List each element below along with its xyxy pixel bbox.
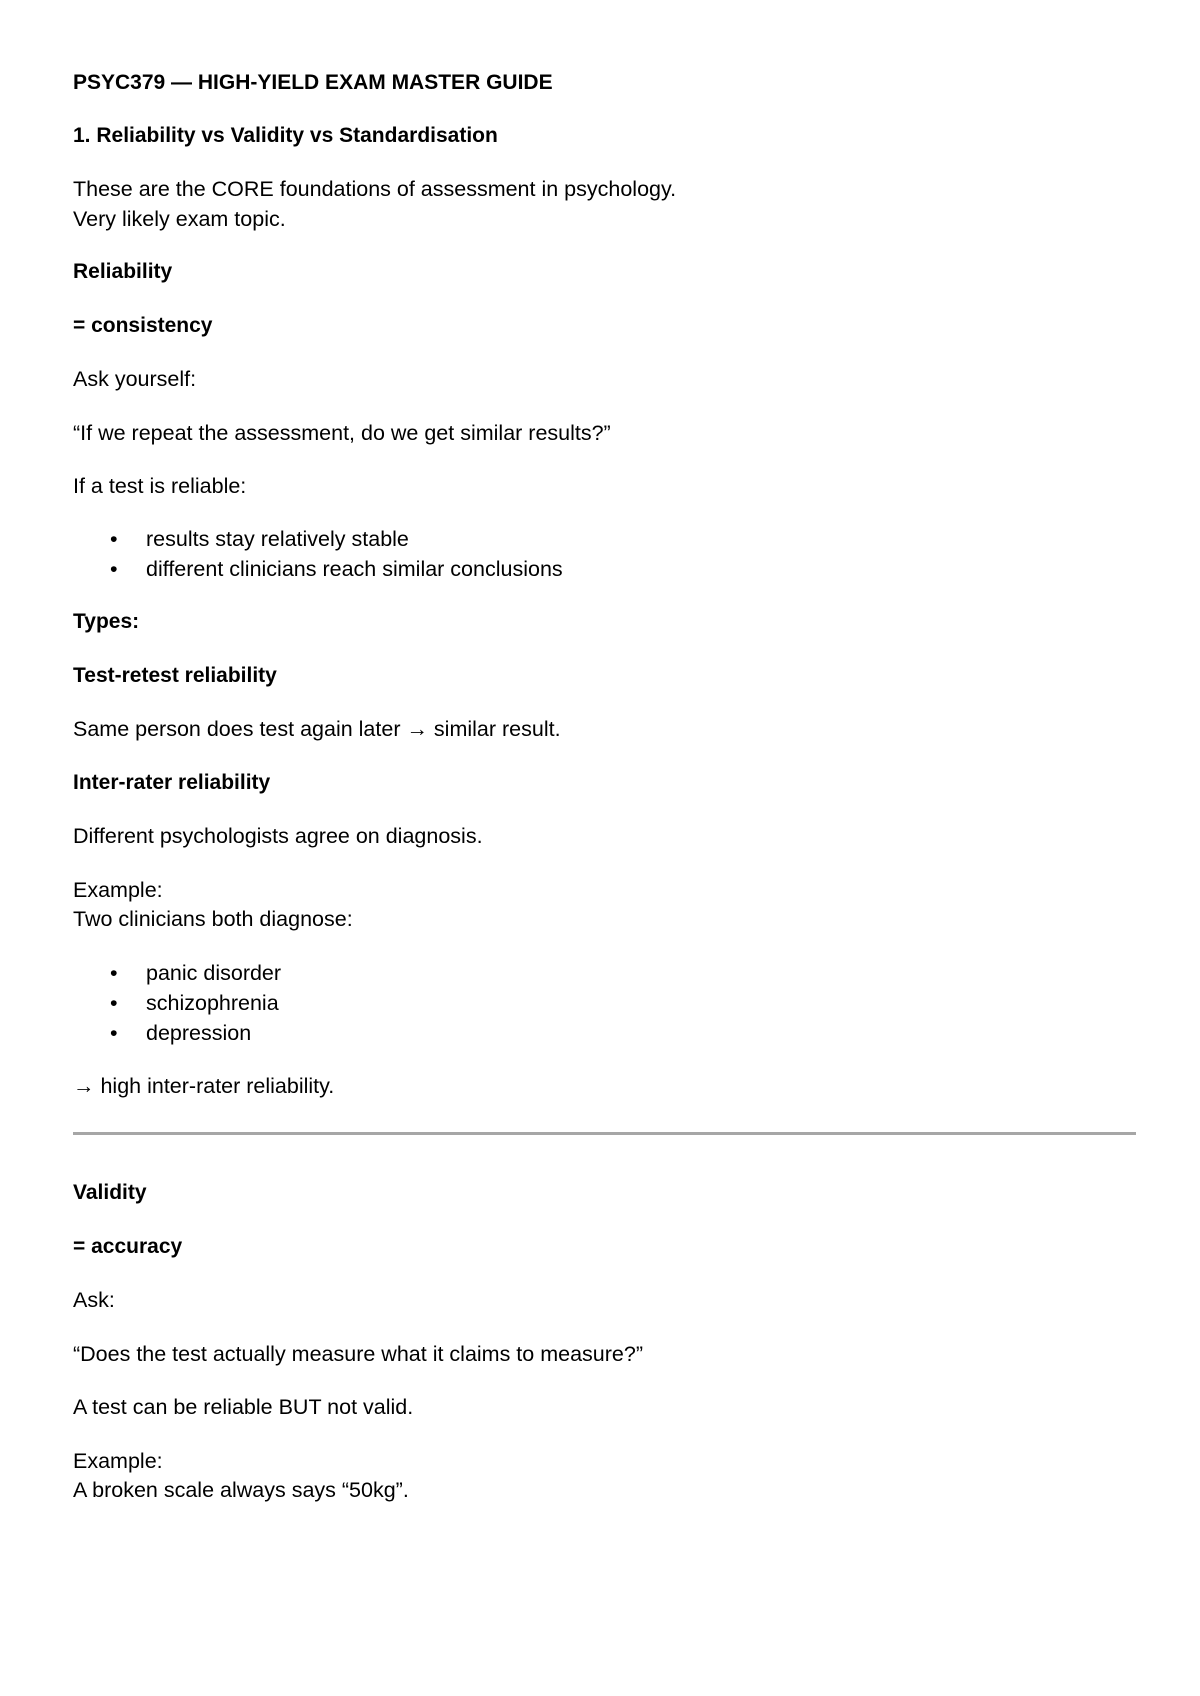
list-item-text: different clinicians reach similar conclusions (146, 557, 563, 581)
example-line: A broken scale always says “50kg”. (73, 1478, 409, 1502)
example-line: Two clinicians both diagnose: (73, 907, 353, 931)
intro-line: These are the CORE foundations of assessment in psychology. (73, 177, 677, 201)
types-label: Types: (73, 610, 140, 633)
bullet-icon: • (110, 557, 118, 581)
test-retest-heading: Test-retest reliability (73, 664, 277, 687)
reliability-question: “If we repeat the assessment, do we get similar results?” (73, 421, 611, 445)
example-label: Example: (73, 878, 163, 902)
bullet-icon: • (110, 991, 118, 1015)
bullet-icon: • (110, 961, 118, 985)
document-title: PSYC379 — HIGH-YIELD EXAM MASTER GUIDE (73, 71, 553, 94)
bullet-icon: • (110, 527, 118, 551)
reliability-heading: Reliability (73, 260, 173, 283)
validity-heading: Validity (73, 1181, 147, 1204)
section-heading: 1. Reliability vs Validity vs Standardisation (73, 124, 498, 147)
inter-rater-text: Different psychologists agree on diagnosis. (73, 824, 483, 848)
test-retest-text: Same person does test again later → similar result. (73, 717, 561, 741)
list-item-text: results stay relatively stable (146, 527, 409, 551)
intro-line: Very likely exam topic. (73, 207, 286, 231)
validity-question: “Does the test actually measure what it claims to measure?” (73, 1342, 643, 1366)
conclusion-text: → high inter-rater reliability. (73, 1074, 335, 1098)
if-reliable-label: If a test is reliable: (73, 474, 247, 498)
horizontal-divider (73, 1132, 1136, 1135)
ask-label: Ask yourself: (73, 367, 197, 391)
example-label: Example: (73, 1449, 163, 1473)
list-item-text: depression (146, 1021, 252, 1045)
ask-label: Ask: (73, 1288, 115, 1312)
inter-rater-heading: Inter-rater reliability (73, 771, 271, 794)
reliability-definition: = consistency (73, 314, 213, 337)
list-item-text: panic disorder (146, 961, 282, 985)
list-item-text: schizophrenia (146, 991, 279, 1015)
bullet-icon: • (110, 1021, 118, 1045)
validity-note: A test can be reliable BUT not valid. (73, 1395, 414, 1419)
validity-definition: = accuracy (73, 1235, 183, 1258)
